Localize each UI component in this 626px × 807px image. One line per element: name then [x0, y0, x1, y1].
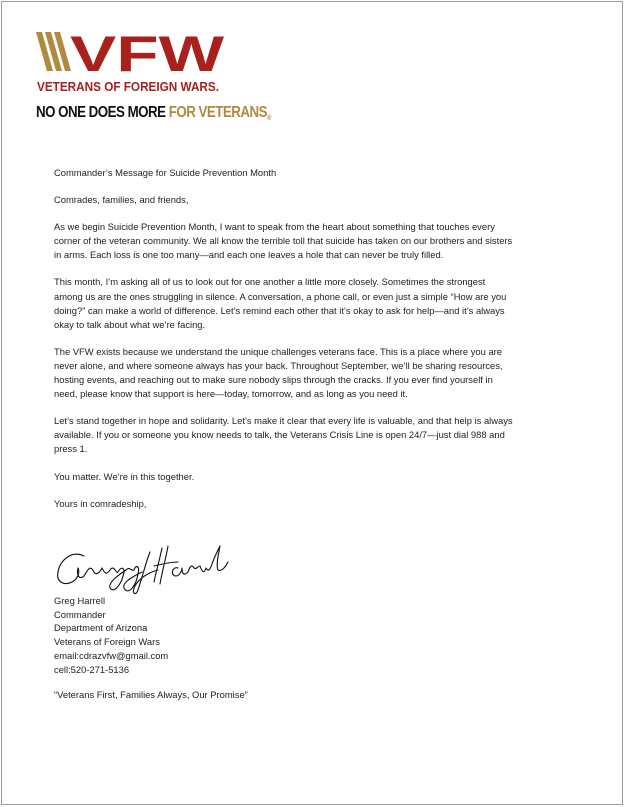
signer-organization: Veterans of Foreign Wars [54, 636, 160, 648]
letter-paragraph: This month, I’m asking all of us to look out for one another a little more closely. Sometimes the strongest among us are the ones struggling in silence. A conversation, a phone call, or even just a simple “How are you doing?” can make a world of difference. Let’s remind each other that it’s okay to ask for help—and it’s always okay to talk about what we’re facing. [54, 276, 507, 330]
tagline-part2: FOR VETERANS [168, 104, 267, 121]
letter-paragraph: Let’s stand together in hope and solidarity. Let’s make it clear that every life is valuable, and that help is always available. If you or someone you know needs to talk, the Veterans Crisis Line is open 24/7—just dial 988 and press 1. [54, 415, 513, 455]
letter-paragraph: As we begin Suicide Prevention Month, I want to speak from the heart about something that touches every corner of the veteran community. We all know the terrible toll that suicide has taken on our brothers and sisters in arms. Each loss is one too many—and each one leaves a hole that can never be truly filled. [54, 221, 513, 261]
signer-name: Greg Harrell [54, 595, 106, 606]
signer-title: Commander [54, 608, 106, 620]
letter-body [54, 166, 514, 524]
letter-paragraph: You matter. We’re in this together. [54, 470, 195, 482]
vfw-logo [36, 28, 236, 98]
signer-cell: cell:520-271-5136 [54, 663, 130, 675]
letter-paragraph: The VFW exists because we understand the unique challenges veterans face. This is a place where you are never alone, and where someone always has your back. Throughout September, we’ll be sharing resources, hosting events, and reaching out to make sure nobody slips through the cracks. If you ever find yourself in need, please know that support is here—today, tomorrow, and as long as you need it. [54, 345, 503, 400]
signer-department: Department of Arizona [54, 622, 148, 634]
tagline-part1: NO ONE DOES MORE [36, 104, 166, 121]
signature-block [54, 594, 354, 676]
letter-closing: Yours in comradeship, [54, 497, 147, 509]
letter-salutation: Comrades, families, and friends, [54, 194, 189, 206]
logo-subtitle: VETERANS OF FOREIGN WARS. [37, 80, 219, 94]
logo-mark: VFW [70, 28, 226, 82]
handwritten-signature [54, 542, 230, 598]
motto: “Veterans First, Families Always, Our Promise” [54, 689, 248, 700]
registered-mark: ® [266, 115, 271, 122]
tagline [36, 104, 271, 122]
letter-title: Commander’s Message for Suicide Prevention Month [54, 167, 277, 178]
signer-email: email:cdrazvfw@gmail.com [54, 649, 169, 661]
